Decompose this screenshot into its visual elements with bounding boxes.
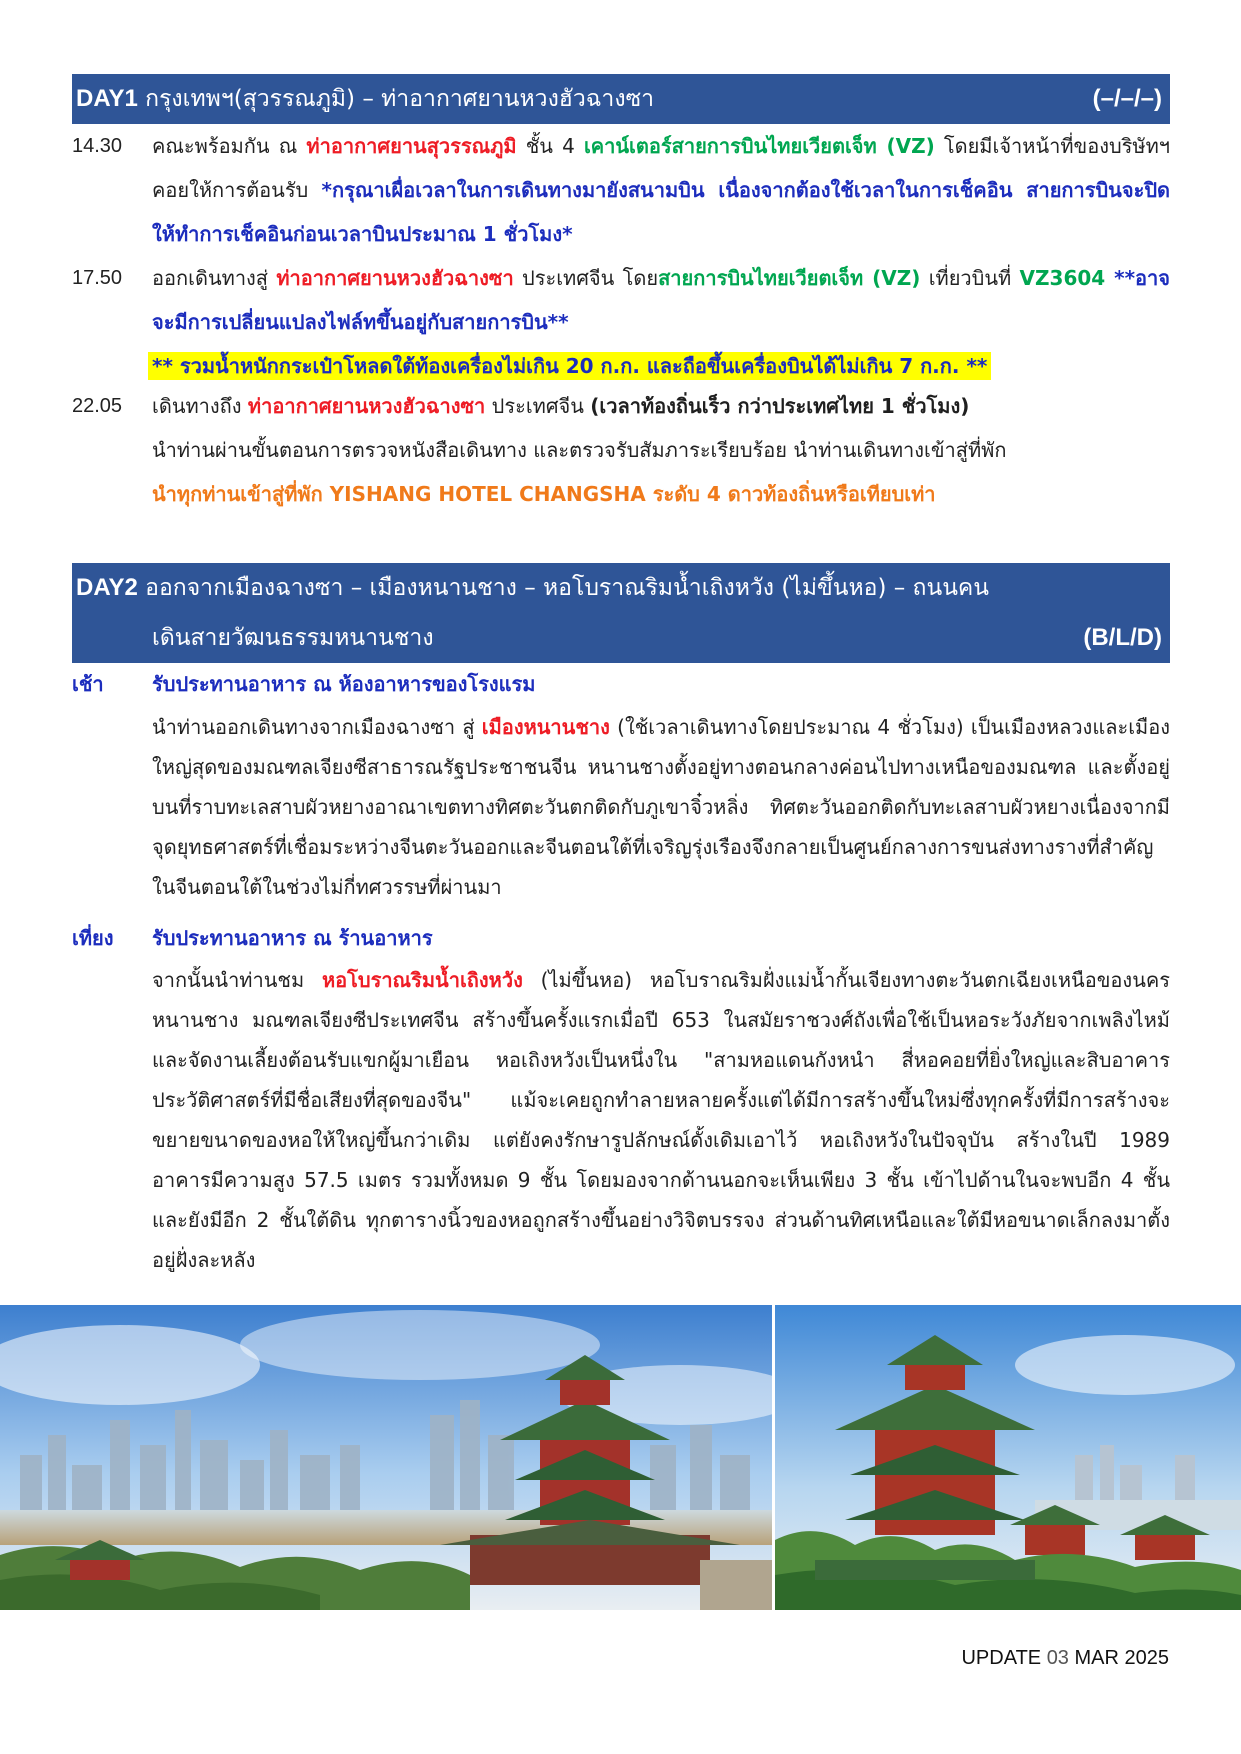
para-text: (ใช้เวลาเดินทางโดยประมาณ 4 ชั่วโมง) เป็นเมืองหลวงและเมืองใหญ่สุดของมณฑลเจียงซีสาธารณรัฐประชาชนจีน หนานชางตั้งอยู่ทางตอนกลางค่อนไปทางเหนือของมณฑล และตั้งอยู่บนที่ราบทะเลสาบผัวหยางอาณาเขตทางทิศตะวันตกติดกับภูเขาจิ๋วหลิ่ง ทิศตะวันออกติดกับทะเลสาบผัวหยางเนื่องจากมีจุดยุทธศาสตร์ที่เชื่อมระหว่างจีนตะวันออกและจีนตอนใต้ที่เจริญรุ่งเรืองจึงกลายเป็นศูนย์กลางการขนส่งทางรางที่สำคัญในจีนตอนใต้ในช่วงไม่กี่ทศวรรษที่ผ่านมา xyxy=(152,715,1171,899)
lunch-label: รับประทานอาหาร ณ ร้านอาหาร xyxy=(152,926,433,950)
day1-item-1430 xyxy=(72,124,1170,256)
photo-left-art xyxy=(0,1305,772,1610)
tengwang-pavilion-photo xyxy=(775,1305,1241,1610)
item-text: ประเทศจีน โดย xyxy=(513,266,659,290)
day2-title-row-1 xyxy=(76,563,1170,613)
airline-name: สายการบินไทยเวียตเจ็ท (VZ) xyxy=(658,266,921,290)
flight-number: VZ3604 xyxy=(1019,266,1106,290)
item-text: ชั้น 4 xyxy=(516,134,584,158)
lunch-row xyxy=(72,918,1170,958)
item-line xyxy=(152,384,1170,428)
item-time: 14.30 xyxy=(72,135,123,157)
day2-header xyxy=(72,563,1170,663)
baggage-note: ** รวมน้ำหนักกระเป๋าโหลดใต้ท้องเครื่องไม่เกิน 20 ก.ก. และถือขึ้นเครื่องบินได้ไม่เกิน 7 ก.ก. ** xyxy=(148,352,991,380)
checkin-note: *กรุณาเผื่อเวลาในการเดินทางมายังสนามบิน เนื่องจากต้องใช้เวลาในการเช็คอิน สายการบินจะปิดให้ทำการเช็คอินก่อนเวลาบินประมาณ 1 ชั่วโมง* xyxy=(152,178,1171,246)
item-text: เที่ยวบินที่ xyxy=(920,266,1020,290)
item-time: 17.50 xyxy=(72,267,123,289)
update-date xyxy=(961,1647,1169,1670)
day2-title-line1: ออกจากเมืองฉางซา – เมืองหนานชาง – หอโบราณริมน้ำเถิงหวัง (ไม่ขึ้นหอ) – ถนนคน xyxy=(145,575,990,601)
day1-item-2205 xyxy=(72,384,1170,516)
para-text: จากนั้นนำท่านชม xyxy=(152,968,322,992)
update-day: 03 xyxy=(1046,1647,1069,1669)
timezone-note: (เวลาท้องถิ่นเร็ว กว่าประเทศไทย 1 ชั่วโมง) xyxy=(590,394,970,418)
day1-header xyxy=(72,74,1170,124)
item-line: นำท่านผ่านขั้นตอนการตรวจหนังสือเดินทาง และตรวจรับสัมภาระเรียบร้อย นำท่านเดินทางเข้าสู่ที่พัก xyxy=(152,438,1007,462)
baggage-note-row xyxy=(72,344,1170,388)
tengwang-paragraph xyxy=(152,960,1170,1280)
city-name: เมืองหนานชาง xyxy=(481,715,610,739)
day2-label: DAY2 xyxy=(76,574,138,601)
para-text: นำท่านออกเดินทางจากเมืองฉางซา สู่ xyxy=(152,715,482,739)
item-text: ประเทศจีน xyxy=(485,394,591,418)
day1-title: กรุงเทพฯ(สุวรรณภูมิ) – ท่าอากาศยานหวงฮัวฉางซา xyxy=(145,86,655,112)
airline-counter: เคาน์เตอร์สายการบินไทยเวียตเจ็ท (VZ) xyxy=(583,134,935,158)
day1-meals: (–/–/–) xyxy=(1092,85,1162,112)
flight-change-note: **อาจจะมีการเปลี่ยนแปลงไฟล์ทขึ้นอยู่กับสายการบิน** xyxy=(152,266,1171,334)
breakfast-label: รับประทานอาหาร ณ ห้องอาหารของโรงแรม xyxy=(152,672,536,696)
day2-meals: (B/L/D) xyxy=(1083,624,1162,651)
lunch-body xyxy=(152,918,1170,958)
photo-right-art xyxy=(775,1305,1241,1610)
lunch-time: เที่ยง xyxy=(72,926,114,950)
airport-name: ท่าอากาศยานหวงฮัวฉางซา xyxy=(276,266,514,290)
para-text: (ไม่ขึ้นหอ) หอโบราณริมฝั่งแม่น้ำกั้นเจียงทางตะวันตกเฉียงเหนือของนครหนานชาง มณฑลเจียงซีประเทศจีน สร้างขึ้นครั้งแรกเมื่อปี 653 ในสมัยราชวงศ์ถังเพื่อใช้เป็นหอระวังภัยจากเพลิงไหม้และจัดงานเลี้ยงต้อนรับแขกผู้มาเยือน หอเถิงหวังเป็นหนึ่งใน "สามหอแดนกังหนำ สี่หอคอยที่ยิ่งใหญ่และสิบอาคารประวัติศาสตร์ที่มีชื่อเสียงที่สุดของจีน" แม้จะเคยถูกทำลายหลายครั้งแต่ได้มีการสร้างขึ้นใหม่ซึ่งทุกครั้งที่มีการสร้างจะขยายขนาดของหอให้ใหญ่ขึ้นกว่าเดิม แต่ยังคงรักษารูปลักษณ์ดั้งเดิมเอาไว้ หอเถิงหวังในปัจจุบัน สร้างในปี 1989 อาคารมีความสูง 57.5 เมตร รวมทั้งหมด 9 ชั้น โดยมองจากด้านนอกจะเห็นเพียง 3 ชั้น เข้าไปด้านในจะพบอีก 4 ชั้น และยังมีอีก 2 ชั้นใต้ดิน ทุกตารางนิ้วของหอถูกสร้างขึ้นอย่างวิจิตบรรจง ส่วนด้านทิศเหนือและใต้มีหอขนาดเล็กลงมาตั้งอยู่ฝั่งละหลัง xyxy=(152,968,1170,1272)
tengwang-pavilion-cityscape-photo xyxy=(0,1305,772,1610)
item-text: เดินทางถึง xyxy=(152,394,248,418)
item-text: โดยมีเจ้าหน้าที่ของบริษัทฯคอยให้การต้อนรับ xyxy=(152,134,1171,202)
item-text: ออกเดินทางสู่ xyxy=(152,266,277,290)
airport-name: ท่าอากาศยานสุวรรณภูมิ xyxy=(306,134,517,158)
update-prefix: UPDATE xyxy=(961,1647,1047,1669)
item-text: คณะพร้อมกัน ณ xyxy=(152,134,307,158)
update-suffix: MAR 2025 xyxy=(1068,1647,1169,1669)
item-body xyxy=(152,124,1170,256)
day1-item-1750 xyxy=(72,256,1170,344)
photo-strip xyxy=(0,1305,1241,1610)
pavilion-name: หอโบราณริมน้ำเถิงหวัง xyxy=(321,968,523,992)
breakfast-row xyxy=(72,664,1170,704)
airport-name: ท่าอากาศยานหวงฮัวฉางซา xyxy=(247,394,486,418)
nanchang-paragraph xyxy=(152,707,1170,907)
item-time: 22.05 xyxy=(72,395,123,417)
item-body xyxy=(152,384,1170,516)
breakfast-time: เช้า xyxy=(72,672,104,696)
day2-title-line2: เดินสายวัฒนธรรมหนานชาง xyxy=(152,625,434,651)
item-body xyxy=(152,256,1170,344)
day2-title-row-2 xyxy=(76,613,1170,663)
breakfast-body xyxy=(152,664,1170,704)
hotel-line: นำทุกท่านเข้าสู่ที่พัก YISHANG HOTEL CHANGSHA ระดับ 4 ดาวท้องถิ่นหรือเทียบเท่า xyxy=(152,482,936,506)
day1-label: DAY1 xyxy=(76,85,138,112)
baggage-note-wrap xyxy=(148,344,1166,388)
